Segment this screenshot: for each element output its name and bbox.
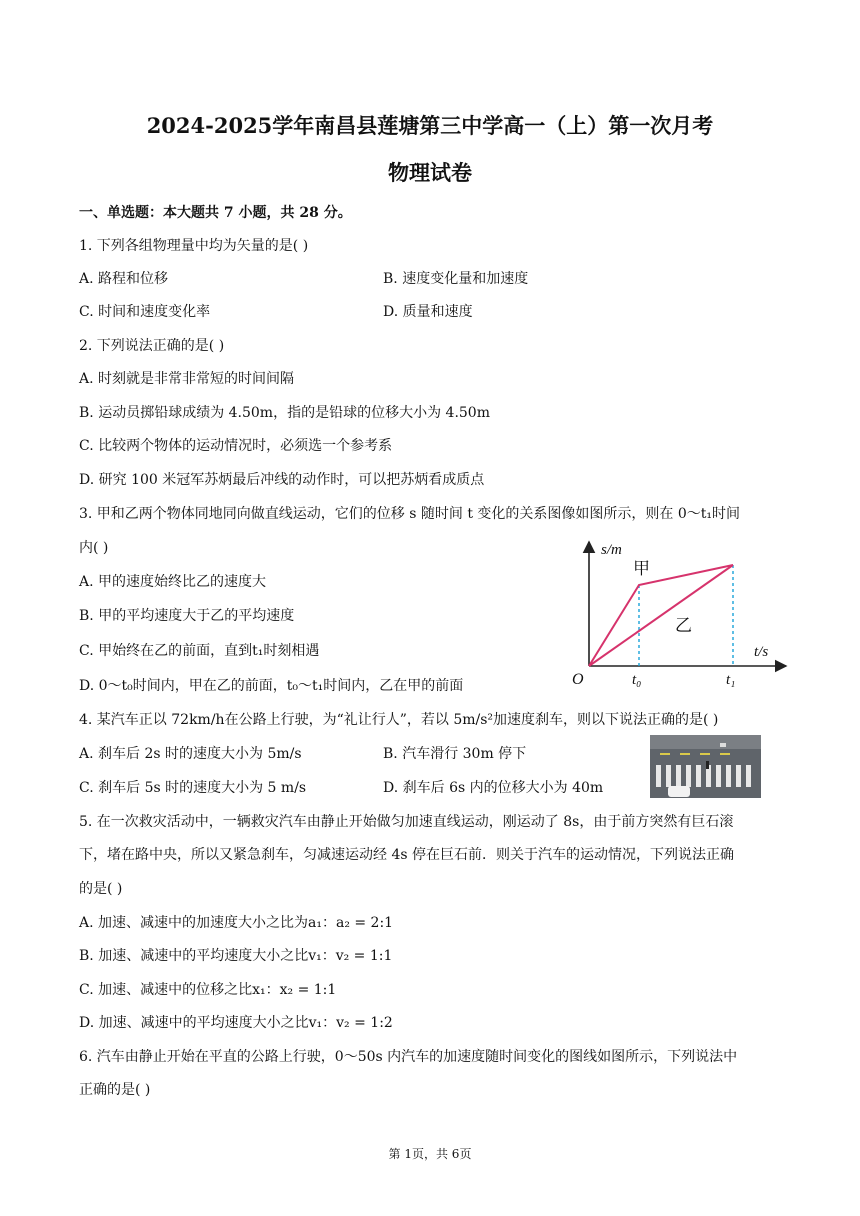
q1-option-a: A. 路程和位移 bbox=[79, 271, 169, 287]
q3-stem-line2: 内( ) bbox=[79, 540, 109, 556]
page-footer: 第 1页，共 6页 bbox=[388, 1147, 472, 1161]
q2-stem: 2. 下列说法正确的是( ) bbox=[79, 338, 225, 354]
q5-stem-line3: 的是( ) bbox=[79, 881, 123, 897]
crosswalk-photo bbox=[650, 735, 761, 798]
y-axis-label: s/m bbox=[601, 542, 622, 558]
q2-option-d: D. 研究 100 米冠军苏炳最后冲线的动作时，可以把苏炳看成质点 bbox=[79, 472, 485, 488]
x-axis-label: t/s bbox=[754, 644, 769, 660]
q6-stem-line2: 正确的是( ) bbox=[79, 1082, 151, 1098]
q5-stem-line2: 下，堵在路中央，所以又紧急刹车，匀减速运动经 4s 停在巨石前．则关于汽车的运动情况，下列说法正确 bbox=[79, 847, 734, 863]
q4-option-d: D. 刹车后 6s 内的位移大小为 40m bbox=[383, 780, 604, 796]
q1-stem: 1. 下列各组物理量中均为矢量的是( ) bbox=[79, 238, 309, 254]
q1-option-d: D. 质量和速度 bbox=[383, 304, 473, 320]
q2-option-b: B. 运动员掷铅球成绩为 4.50m，指的是铅球的位移大小为 4.50m bbox=[79, 405, 490, 421]
q4-option-a: A. 刹车后 2s 时的速度大小为 5m/s bbox=[79, 746, 302, 762]
q5-option-d: D. 加速、减速中的平均速度大小之比v₁：v₂ = 1:2 bbox=[79, 1015, 393, 1031]
q5-option-a: A. 加速、减速中的加速度大小之比为a₁：a₂ = 2:1 bbox=[79, 915, 394, 931]
q6-stem-line1: 6. 汽车由静止开始在平直的公路上行驶，0～50s 内汽车的加速度随时间变化的图线如图所示，下列说法中 bbox=[79, 1049, 738, 1065]
q3-option-c: C. 甲始终在乙的前面，直到t₁时刻相遇 bbox=[79, 643, 320, 659]
q3-option-a: A. 甲的速度始终比乙的速度大 bbox=[79, 574, 267, 590]
jia-label: 甲 bbox=[633, 559, 650, 579]
q4-option-c: C. 刹车后 5s 时的速度大小为 5 m/s bbox=[79, 780, 307, 796]
exam-subtitle: 物理试卷 bbox=[388, 160, 472, 185]
t0-label: t₀ bbox=[632, 672, 642, 688]
q4-option-b: B. 汽车滑行 30m 停下 bbox=[383, 746, 527, 762]
q3-stem-line1: 3. 甲和乙两个物体同地同向做直线运动，它们的位移 s 随时间 t 变化的关系图像如图所示，则在 0～t₁时间 bbox=[79, 506, 741, 522]
q5-option-b: B. 加速、减速中的平均速度大小之比v₁：v₂ = 1:1 bbox=[79, 948, 393, 964]
q2-option-c: C. 比较两个物体的运动情况时，必须选一个参考系 bbox=[79, 438, 393, 454]
yi-label: 乙 bbox=[675, 616, 692, 636]
q1-option-c: C. 时间和速度变化率 bbox=[79, 304, 211, 320]
q3-option-d: D. 0～t₀时间内，甲在乙的前面，t₀～t₁时间内，乙在甲的前面 bbox=[79, 678, 464, 694]
exam-title: 2024-2025学年南昌县莲塘第三中学高一（上）第一次月考 bbox=[146, 113, 714, 138]
q2-option-a: A. 时刻就是非常非常短的时间间隔 bbox=[79, 371, 295, 387]
q5-stem-line1: 5. 在一次救灾活动中，一辆救灾汽车由静止开始做匀加速直线运动，刚运动了 8s，由于前方突然有巨石滚 bbox=[79, 814, 734, 830]
t1-label: t₁ bbox=[726, 672, 736, 688]
displacement-time-graph bbox=[566, 534, 792, 692]
q4-stem: 4. 某汽车正以 72km/h在公路上行驶，为“礼让行人”，若以 5m/s²加速度刹车，则以下说法正确的是( ) bbox=[79, 712, 719, 728]
q5-option-c: C. 加速、减速中的位移之比x₁：x₂ = 1:1 bbox=[79, 982, 337, 998]
q3-option-b: B. 甲的平均速度大于乙的平均速度 bbox=[79, 608, 295, 624]
section-heading: 一、单选题：本大题共 7 小题，共 28 分。 bbox=[79, 205, 352, 221]
origin-label: O bbox=[572, 671, 584, 688]
q1-option-b: B. 速度变化量和加速度 bbox=[383, 271, 529, 287]
